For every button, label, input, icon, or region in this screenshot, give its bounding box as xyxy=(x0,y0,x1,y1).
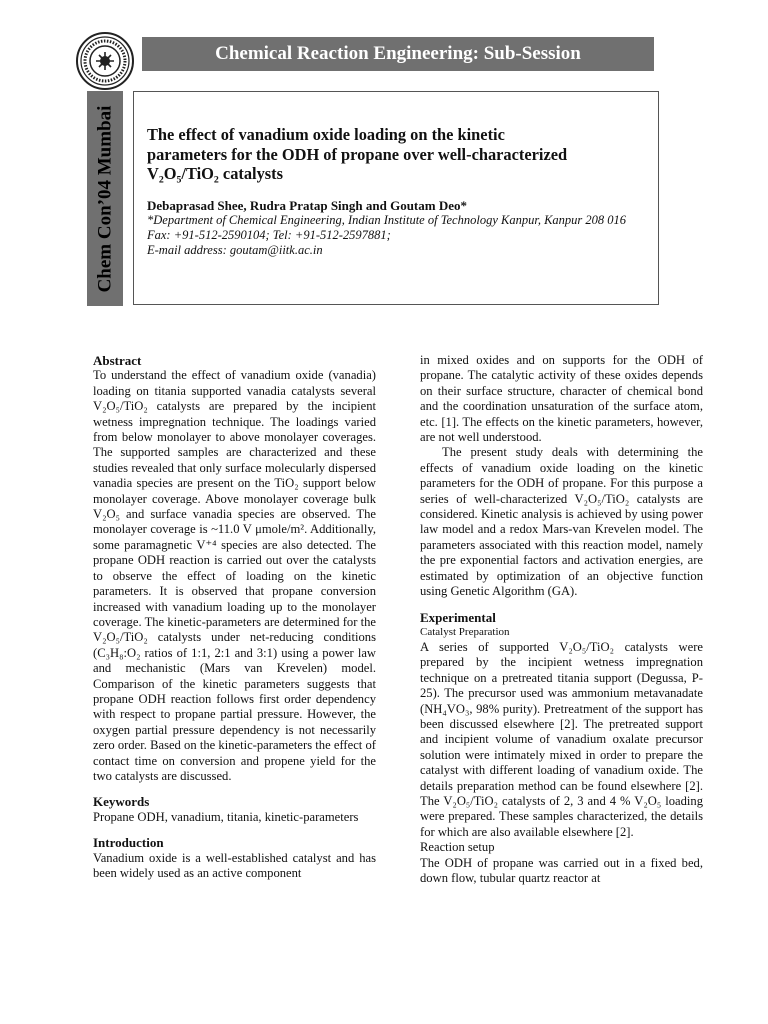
paper-title-line2: parameters for the ODH of propane over well-characterized xyxy=(147,144,568,164)
reaction-setup-text: The ODH of propane was carried out in a fixed bed, down flow, tubular quartz reactor at xyxy=(420,855,703,885)
introduction-text: Vanadium oxide is a well-established catalyst and has been widely used as an active component xyxy=(93,850,376,880)
experimental-heading: Experimental xyxy=(420,609,496,625)
conference-side-label: Chem Con’04 Mumbai xyxy=(94,105,115,292)
keywords-heading: Keywords xyxy=(93,794,150,810)
session-header-bar xyxy=(142,37,654,71)
institute-seal-logo xyxy=(76,32,134,90)
paper-title-line1: The effect of vanadium oxide loading on the kinetic xyxy=(147,125,505,144)
introduction-paragraph-2: The present study deals with determining the effects of vanadium oxide loading on the kinetic parameters for the ODH of propane. For this purpose a series of well-characterized V₂O₅/TiO₂ catalysts are considered. Kinetic analysis is achieved by using power law model and a redox Mars-van Krevelen model. The parameters associated with this reaction model, namely the pre exponential factors and activation energies, are estimated by optimization of an objective function using Genetic Algorithm (GA). xyxy=(420,445,703,599)
session-title: Chemical Reaction Engineering: Sub-Session xyxy=(215,43,581,64)
catalyst-preparation-text: A series of supported V₂O₅/TiO₂ catalysts were prepared by the incipient wetness impregnation technique on a pretreated titania support (Degussa, P-25). The precursor used was ammonium metavanadate (NH₄VO₃, 98% purity). Pretreatment of the support has been discussed elsewhere [2]. The pretreated support and incipient volume of vanadium oxalate precursor solution were intimately mixed in order to prepare the catalyst with different loading of vanadium oxide. The details preparation method can be found elsewhere [2]. The V₂O₅/TiO₂ catalysts of 2, 3 and 4 % V₂O₅ loading were prepared. These samples characterized, the details for which are also available elsewhere [2]. xyxy=(420,639,703,839)
affiliation-block xyxy=(147,213,657,258)
introduction-continued: in mixed oxides and on supports for the ODH of propane. The catalytic activity of these oxides depends on their surface structure, character of chemical bond and the coordination unsaturation of the surface atom, etc. [1]. The effects on the kinetic parameters, however, are not well understood. xyxy=(420,353,703,445)
contact-numbers: Fax: +91-512-2590104; Tel: +91-512-2597881; xyxy=(147,228,391,242)
left-column xyxy=(93,353,376,881)
catalyst-preparation-heading: Catalyst Preparation xyxy=(420,625,510,638)
email-address: E-mail address: goutam@iitk.ac.in xyxy=(147,243,323,257)
abstract-heading: Abstract xyxy=(93,353,142,368)
authors: Debaprasad Shee, Rudra Pratap Singh and Goutam Deo* xyxy=(147,198,467,213)
reaction-setup-heading: Reaction setup xyxy=(420,840,495,855)
affiliation: *Department of Chemical Engineering, Indian Institute of Technology Kanpur, Kanpur 208 016 xyxy=(147,213,627,227)
paper-title-line3: V₂O₅/TiO₂ catalysts xyxy=(147,164,284,183)
paper-title xyxy=(147,125,637,184)
introduction-heading: Introduction xyxy=(93,835,164,851)
abstract-text: To understand the effect of vanadium oxide (vanadia) loading on titania supported vanadia catalysts several V₂O₅/TiO₂ catalysts are prepared by the incipient wetness impregnation technique. The loadings varied from below monolayer to above monolayer coverages. The supported samples are characterized and these studies revealed that only surface molecularly dispersed vanadia species are present on the TiO₂ support below monolayer coverage. Above monolayer coverage bulk V₂O₅ and surface vanadia species are observed. The monolayer coverage is ~11.0 V μmole/m². Additionally, some paramagnetic V⁺⁴ species are also detected. The propane ODH reaction is carried out over the catalysts to observe the effect of loading on the kinetic parameters. It is observed that propane conversion increased with vanadium loading up to the monolayer coverage. The kinetic-parameters are determined for the V₂O₅/TiO₂ catalysts under net-reducing conditions (C₃H₈:O₂ ratios of 1:1, 2:1 and 3:1) using a power law and mechanistic (Mars van Krevelen) model. Comparison of the kinetic parameters suggests that propane ODH reaction follows first order dependency with respect to propane partial pressure. However, the oxygen partial pressure dependency is not necessarily zero order. Based on the kinetic-parameters the effect of contact time on conversion and propene yield for the two catalysts are discussed. xyxy=(93,368,376,783)
keywords-text: Propane ODH, vanadium, titania, kinetic-parameters xyxy=(93,809,359,824)
right-column xyxy=(420,353,703,886)
side-label-container xyxy=(87,91,123,306)
